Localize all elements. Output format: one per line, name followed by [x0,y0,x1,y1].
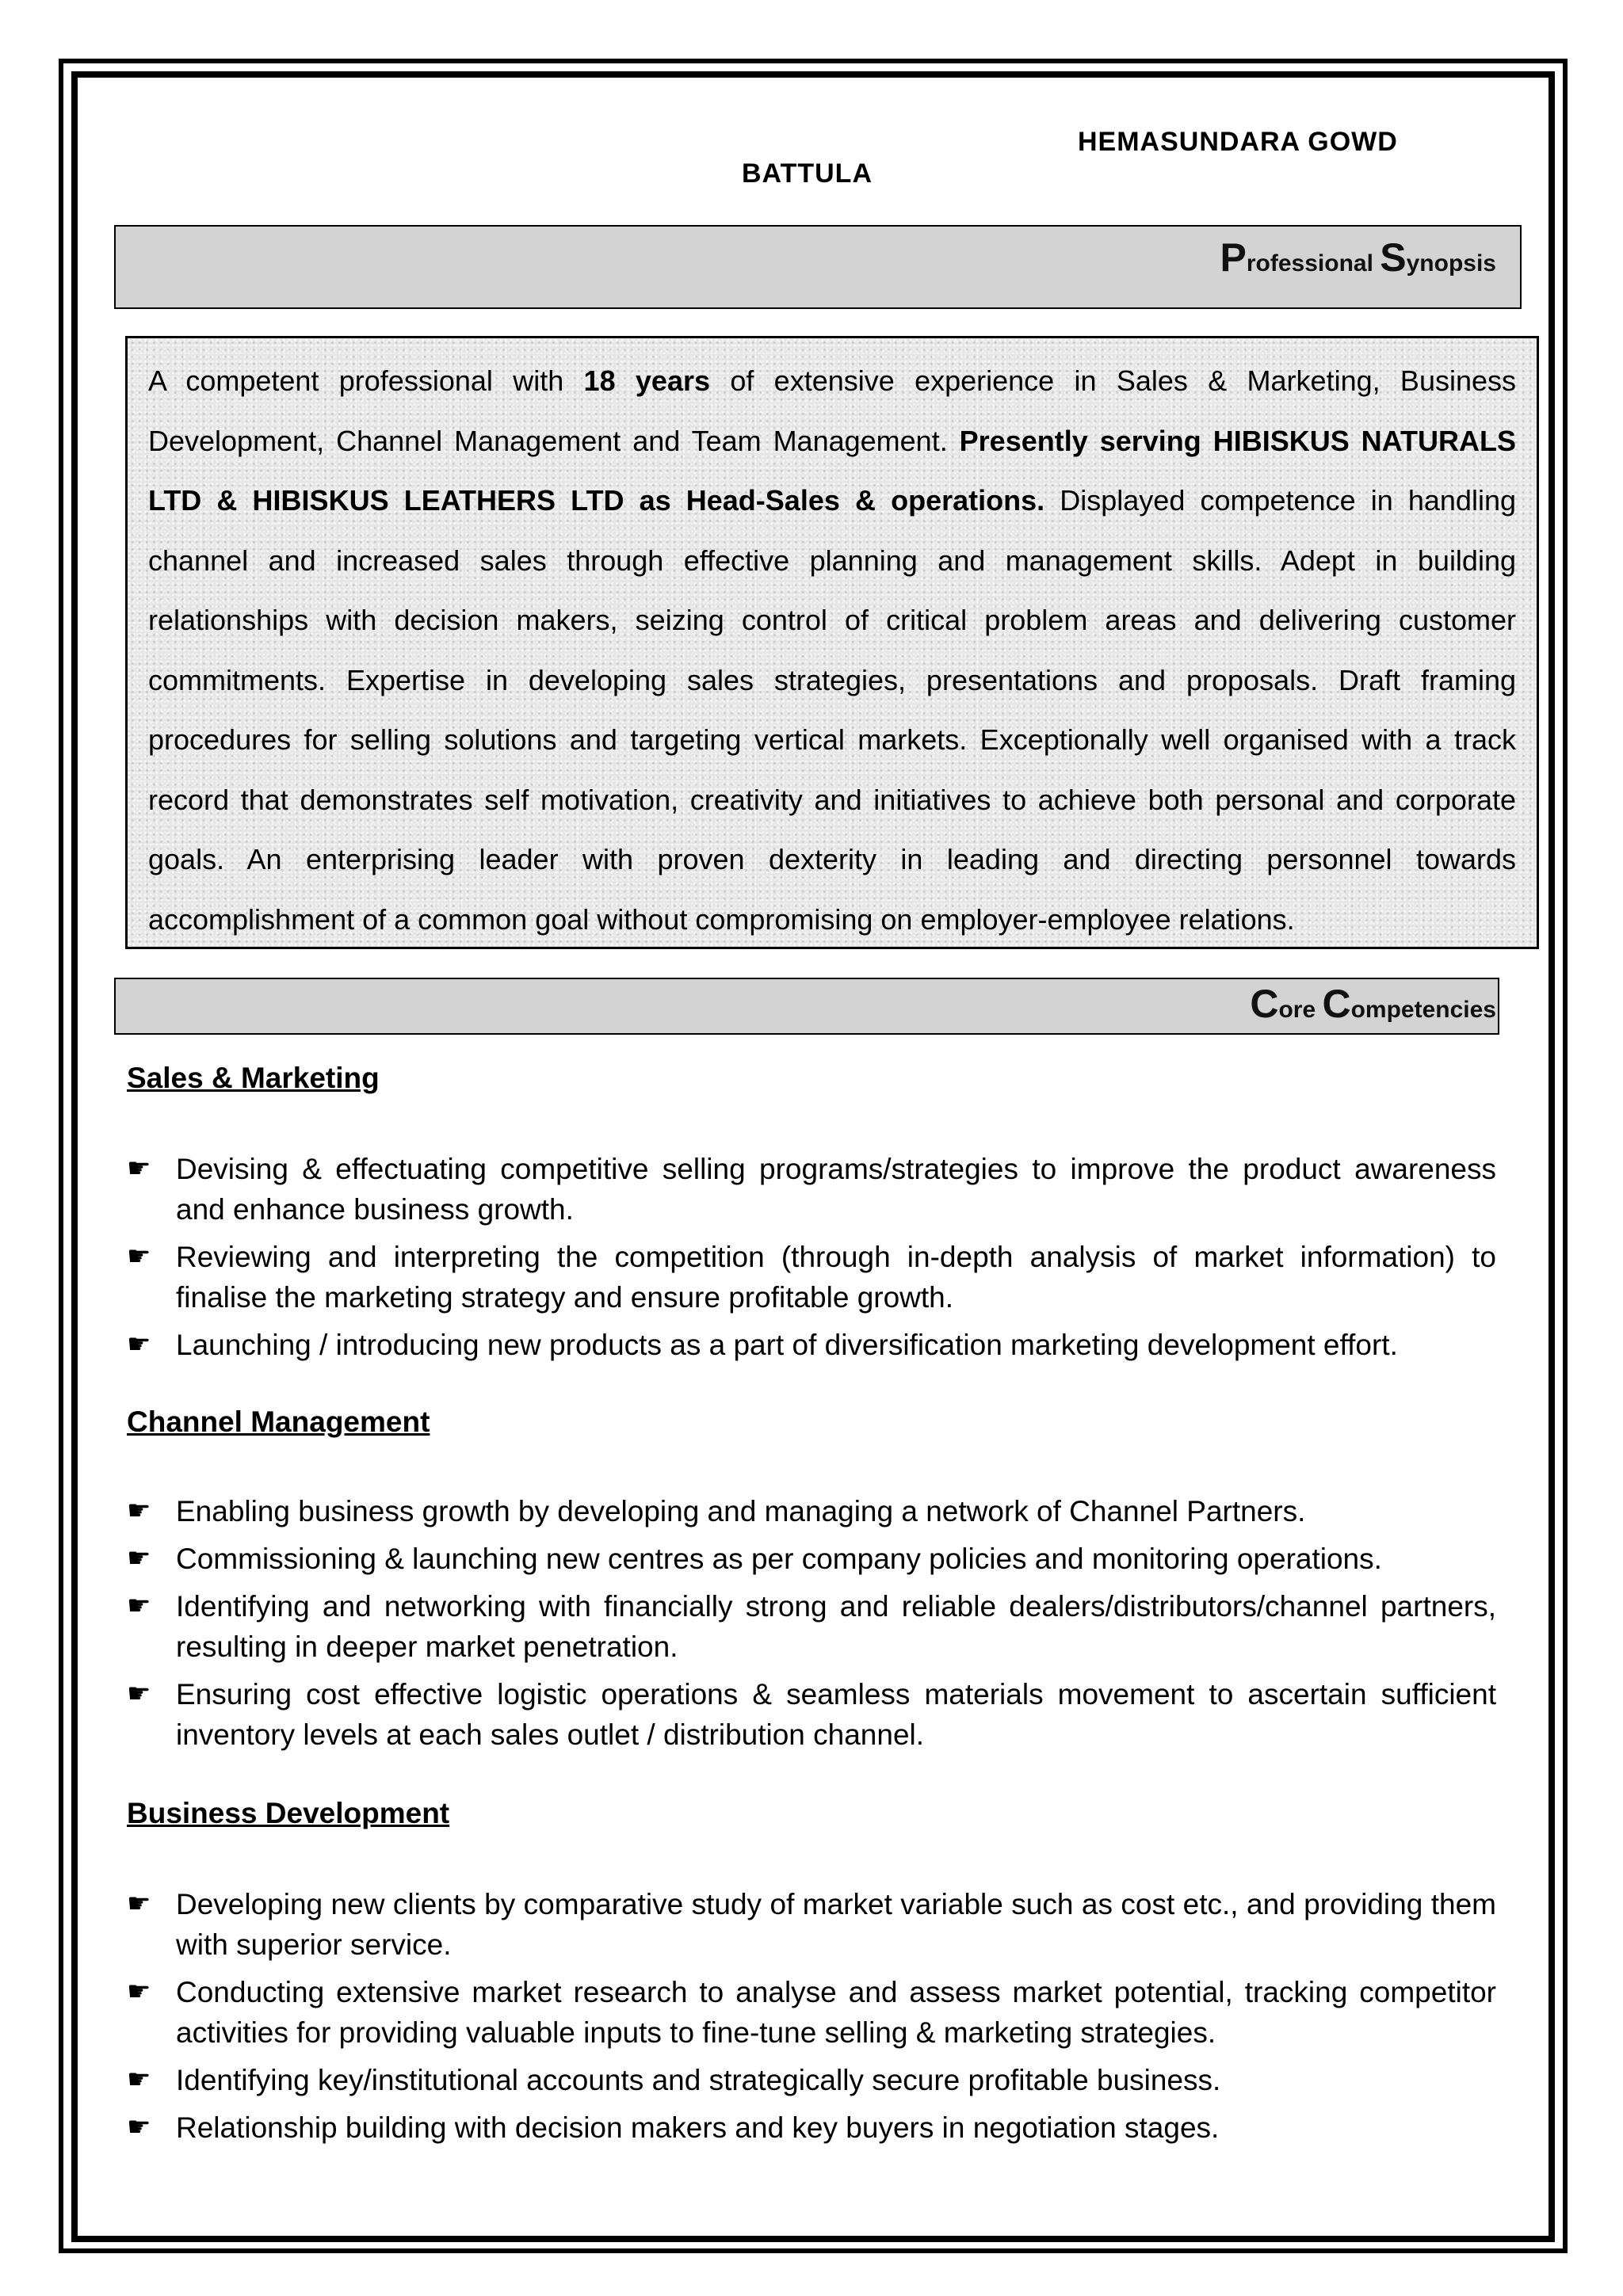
list-item: ☛ Identifying and networking with financially strong and reliable dealers/distributors/channel partners, resulting in deeper market penetration. [127,1586,1496,1667]
list-item: ☛ Developing new clients by comparative study of market variable such as cost etc., and providing them with superior service. [127,1884,1496,1965]
list-sales-marketing [127,1149,1496,1372]
pointing-hand-icon: ☛ [127,1976,151,2008]
pointing-hand-icon: ☛ [127,1329,151,1360]
synopsis-current-role: Presently serving HIBISKUS NATURALS LTD & HIBISKUS LEATHERS LTD as Head-Sales & operations. [148,424,1516,517]
pointing-hand-icon: ☛ [127,2064,151,2096]
list-item: ☛ Conducting extensive market research to analyse and assess market potential, tracking competitor activities for providing valuable inputs to fine-tune selling & marketing strategies. [127,1972,1496,2053]
list-channel-management [127,1491,1496,1762]
pointing-hand-icon: ☛ [127,1678,151,1710]
pointing-hand-icon: ☛ [127,1495,151,1527]
pointing-hand-icon: ☛ [127,2111,151,2143]
synopsis-box [125,336,1539,949]
list-item: ☛ Devising & effectuating competitive selling programs/strategies to improve the product awareness and enhance business growth. [127,1149,1496,1230]
synopsis-years: 18 years [583,364,711,397]
list-item: ☛ Launching / introducing new products as a part of diversification marketing development effort. [127,1325,1496,1365]
list-business-development [127,1884,1496,2155]
professional-synopsis-header [114,225,1522,309]
core-competencies-title: Core Competencies [1250,982,1496,1026]
list-item: ☛ Relationship building with decision makers and key buyers in negotiation stages. [127,2107,1496,2148]
subheading-sales-marketing: Sales & Marketing [127,1062,380,1094]
professional-synopsis-title: Professional Synopsis [1220,235,1496,280]
list-item: ☛ Ensuring cost effective logistic operations & seamless materials movement to ascertain sufficient inventory levels at each sales outlet / distribution channel. [127,1674,1496,1755]
pointing-hand-icon: ☛ [127,1543,151,1574]
pointing-hand-icon: ☛ [127,1590,151,1622]
pointing-hand-icon: ☛ [127,1153,151,1184]
pointing-hand-icon: ☛ [127,1241,151,1272]
subheading-channel-management: Channel Management [127,1405,430,1438]
list-item: ☛ Reviewing and interpreting the competition (through in-depth analysis of market information) to finalise the marketing strategy and ensure profitable growth. [127,1237,1496,1318]
list-item: ☛ Identifying key/institutional accounts and strategically secure profitable business. [127,2060,1496,2100]
subheading-business-development: Business Development [127,1797,450,1829]
list-item: ☛ Commissioning & launching new centres as per company policies and monitoring operations. [127,1539,1496,1579]
core-competencies-header [114,978,1499,1035]
pointing-hand-icon: ☛ [127,1888,151,1920]
candidate-name-last: BATTULA [742,158,873,189]
synopsis-paragraph: A competent professional with 18 years of extensive experience in Sales & Marketing, Business Development, Channel Management and Team Management. Presently serving HIBISKUS NATURALS LTD & HIBISKUS LEATHERS LTD as Head-Sales & operations. Displayed competence in handling channel and increased sales through effective planning and management skills. Adept in building relationships with decision makers, seizing control of critical problem areas and delivering customer commitments. Expertise in developing sales strategies, presentations and proposals. Draft framing procedures for selling solutions and targeting vertical markets. Exceptionally well organised with a track record that demonstrates self motivation, creativity and initiatives to achieve both personal and corporate goals. An enterprising leader with proven dexterity in leading and directing personnel towards accomplishment of a common goal without compromising on employer-employee relations. [148,364,1517,936]
candidate-name-first: HEMASUNDARA GOWD [1078,127,1398,157]
list-item: ☛ Enabling business growth by developing and managing a network of Channel Partners. [127,1491,1496,1531]
